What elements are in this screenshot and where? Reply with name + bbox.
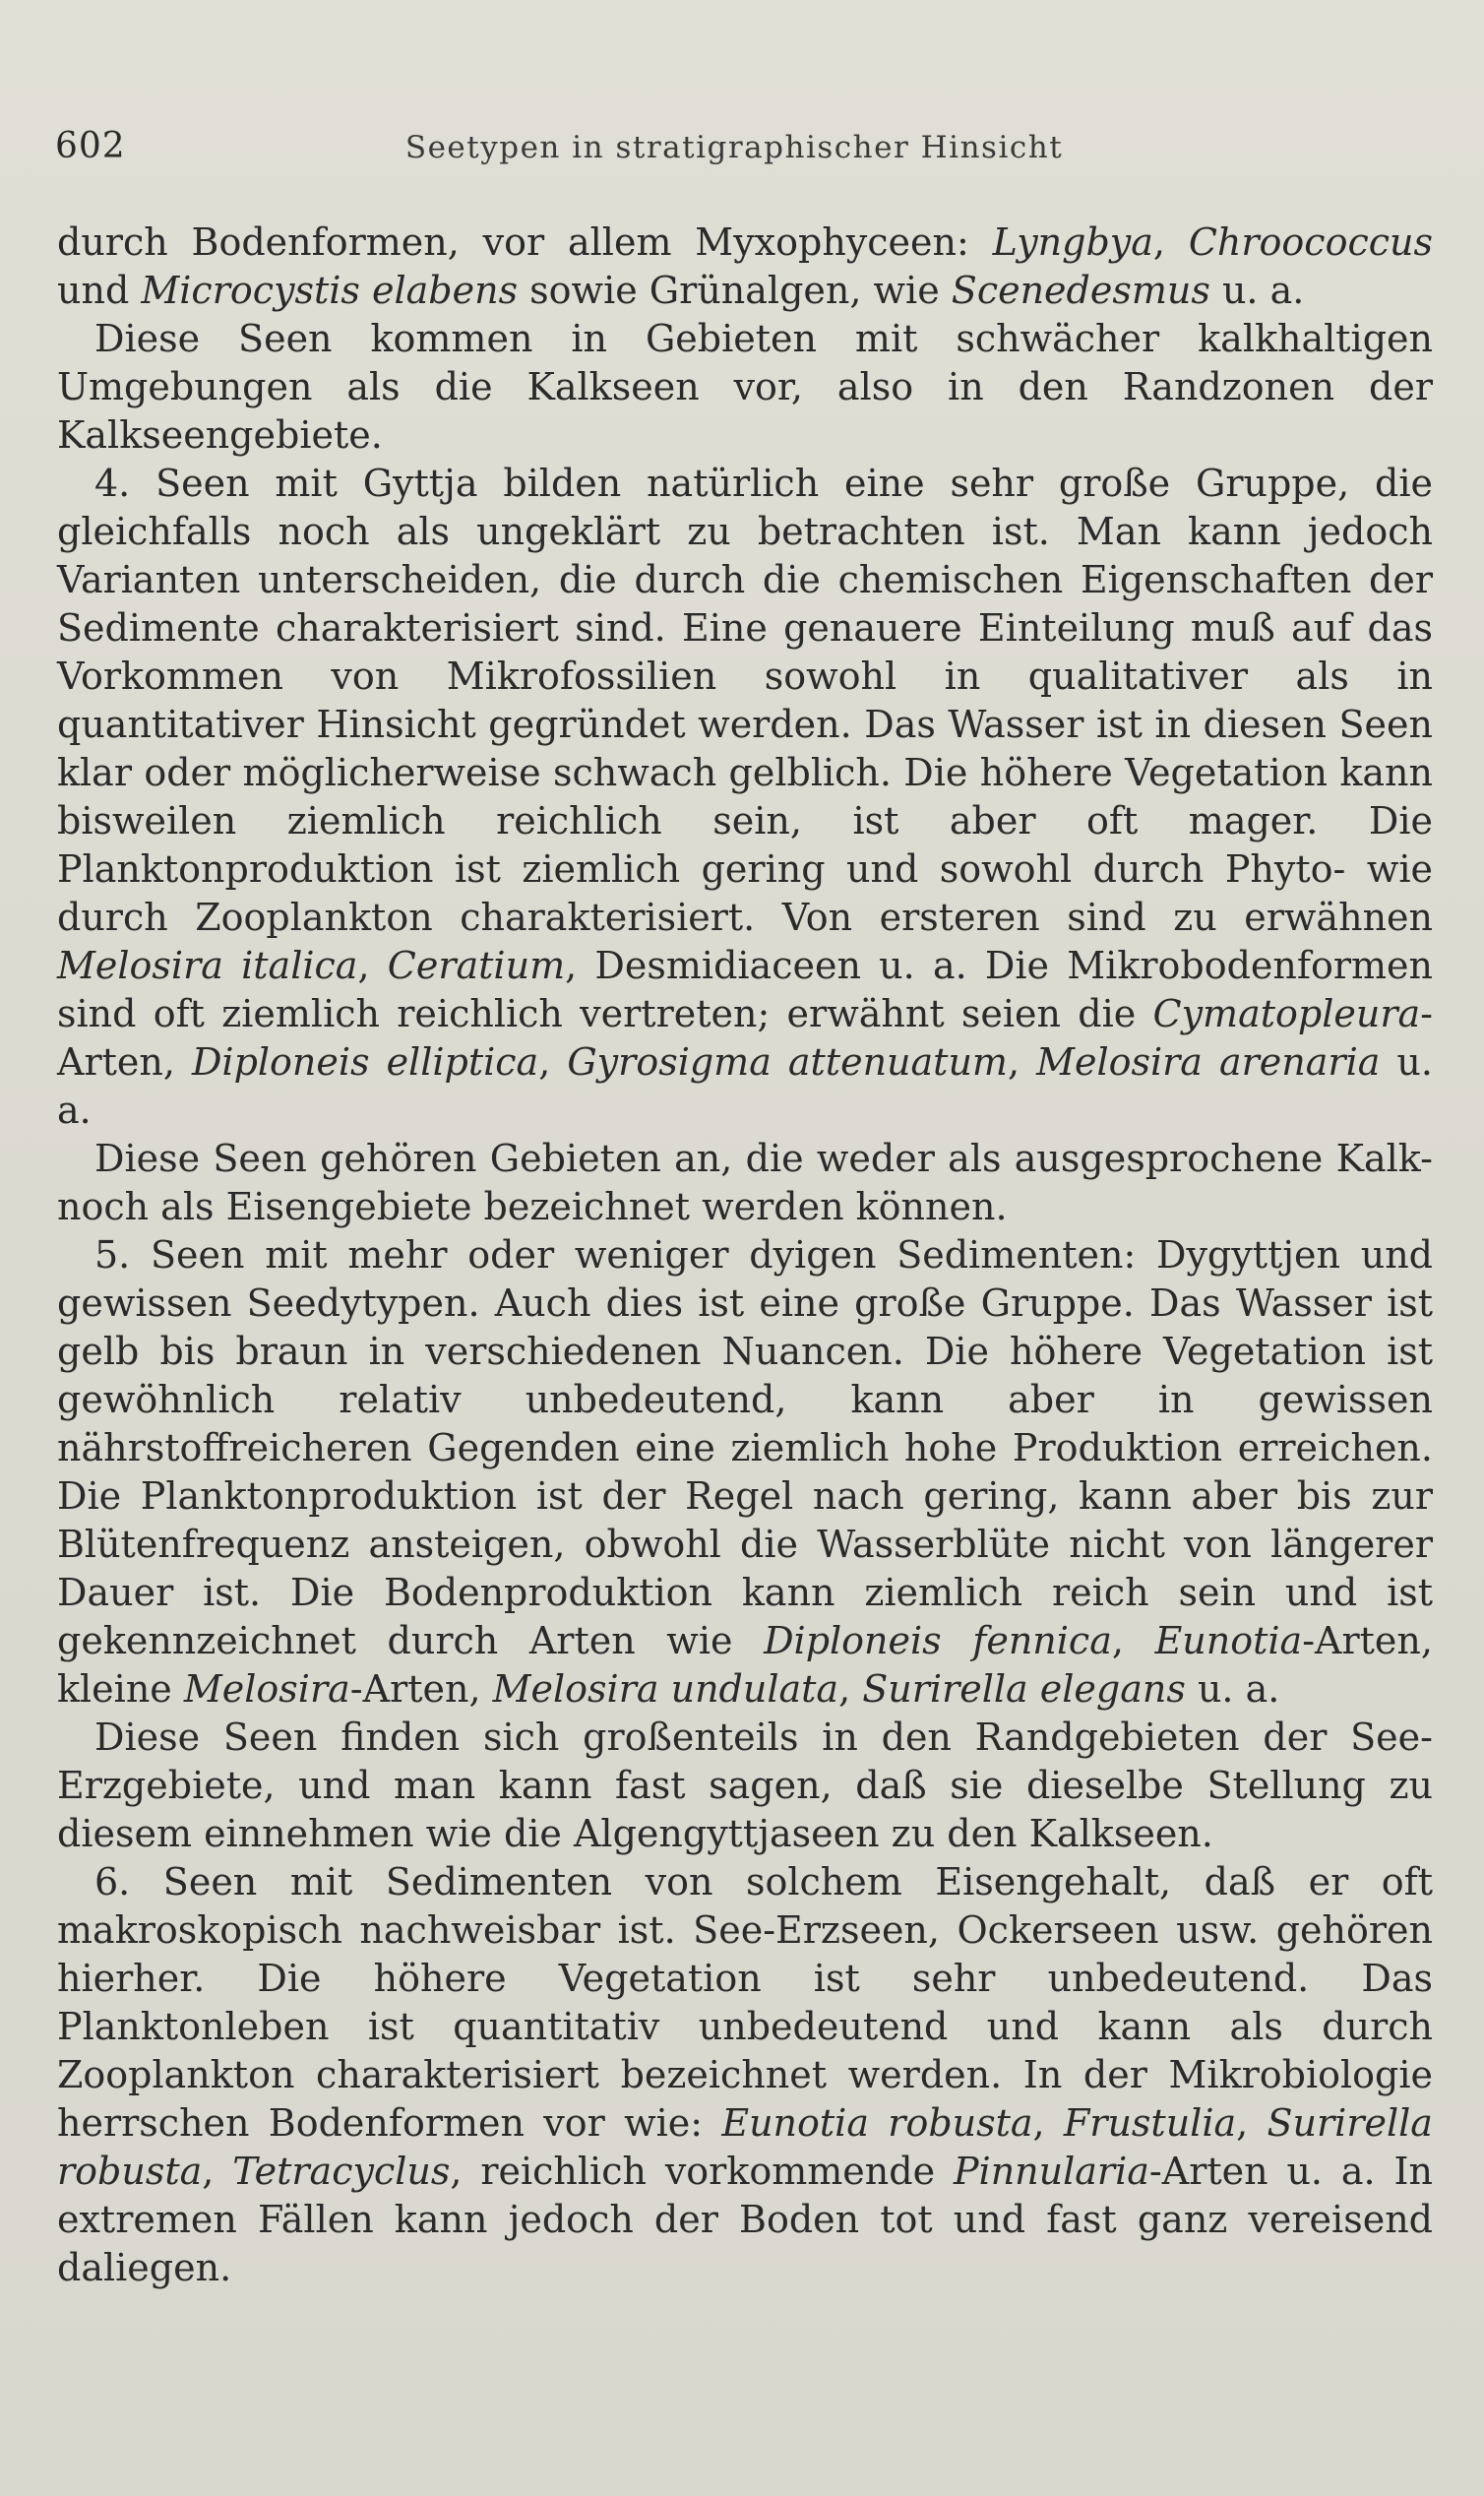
text-run: , Desmidiaceen u. a. Die Mikrobodenformen sind oft ziemlich reichlich vertreten; erwähnt seien die <box>57 944 1433 1035</box>
text-run: , <box>1111 1619 1155 1662</box>
species-name: Melosira arenaria <box>1036 1040 1381 1084</box>
text-run: u. a. <box>1209 269 1305 312</box>
paragraph <box>57 218 1433 315</box>
text-run: , <box>1152 220 1189 264</box>
species-name: Lyngbya <box>992 220 1153 264</box>
text-run: -Arten, <box>57 992 1433 1084</box>
text-run: sowie Grünalgen, wie <box>518 269 952 312</box>
text-run: , <box>357 944 388 987</box>
text-run: und <box>57 269 142 312</box>
text-run: , reichlich vorkommende <box>450 2150 954 2193</box>
species-name: Cymatopleura <box>1152 992 1421 1035</box>
text-run: Diese Seen gehören Gebieten an, die weder als ausgesprochene Kalk- noch als Eisengebiete bezeichnet werden können. <box>57 1137 1433 1228</box>
paragraph <box>57 1858 1433 2292</box>
paragraph <box>57 315 1433 460</box>
species-name: Melosira undulata <box>492 1667 839 1711</box>
text-run: , <box>1007 1040 1037 1084</box>
text-run: u. a. <box>1185 1667 1280 1711</box>
text-run: -Arten u. a. In extremen Fällen kann jedoch der Boden tot und fast ganz vereisend daliegen. <box>57 2150 1433 2289</box>
species-name: Pinnularia <box>953 2150 1149 2193</box>
species-name: Melosira italica <box>57 944 358 987</box>
species-name: Eunotia robusta <box>721 2101 1033 2145</box>
text-run: -Arten, kleine <box>57 1619 1433 1711</box>
species-name: Chroococcus <box>1188 220 1433 264</box>
text-run: durch Bodenformen, vor allem Myxophyceen: <box>57 220 993 264</box>
species-name: Microcystis elabens <box>141 269 519 312</box>
species-name: Scenedesmus <box>951 269 1210 312</box>
page-number: 602 <box>55 126 126 166</box>
text-run: , <box>838 1667 863 1711</box>
running-title: Seetypen in stratigraphischer Hinsicht <box>404 130 1064 165</box>
text-run: Diese Seen finden sich großenteils in den Randgebieten der See-Erzgebiete, und man kann fast sagen, daß sie dieselbe Stellung zu diesem einnehmen wie die Algengyttjaseen zu den Kalkseen. <box>57 1716 1433 1855</box>
paragraph <box>57 1714 1433 1858</box>
text-run: , <box>538 1040 568 1084</box>
species-name: Ceratium <box>387 944 566 987</box>
species-name: Eunotia <box>1154 1619 1303 1662</box>
species-name: Diploneis elliptica <box>191 1040 539 1084</box>
text-run: 5. Seen mit mehr oder weniger dyigen Sedimenten: Dygyttjen und gewissen Seedytypen. Auch dies ist eine große Gruppe. Das Wasser ist gelb bis braun in verschiedenen Nuancen. Die höhere Vegetation ist gewöhnlich relativ unbedeutend, kann aber in gewissen nährstoffreicheren Gegenden eine ziemlich hohe Produktion erreichen. Die Planktonproduktion ist der Regel nach gering, kann aber bis zur Blütenfrequenz ansteigen, obwohl die Wasserblüte nicht von längerer Dauer ist. Die Bodenproduktion kann ziemlich reich sein und ist gekennzeichnet durch Arten wie <box>57 1233 1433 1662</box>
text-run: -Arten, <box>349 1667 493 1711</box>
paragraph <box>57 460 1433 1135</box>
text-run: 4. Seen mit Gyttja bilden natürlich eine sehr große Gruppe, die gleichfalls noch als ungeklärt zu betrachten ist. Man kann jedoch Varianten unterscheiden, die durch die chemischen Eigenschaften der Sedimente charakterisiert sind. Eine genauere Einteilung muß auf das Vorkommen von Mikrofossilien sowohl in qualitativer als in quantitativer Hinsicht gegründet werden. Das Wasser ist in diesen Seen klar oder möglicherweise schwach gelblich. Die höhere Vegetation kann bisweilen ziemlich reichlich sein, ist aber oft mager. Die Planktonproduktion ist ziemlich gering und sowohl durch Phyto- wie durch Zooplankton charakterisiert. Von ersteren sind zu erwähnen <box>57 462 1433 939</box>
paragraph <box>57 1231 1433 1714</box>
text-run: , <box>202 2150 233 2193</box>
species-name: Diploneis fennica <box>764 1619 1112 1662</box>
text-run: 6. Seen mit Sedimenten von solchem Eisengehalt, daß er oft makroskopisch nachweisbar ist. See-Erzseen, Ockerseen usw. gehören hierher. Die höhere Vegetation ist sehr unbedeutend. Das Planktonleben ist quantitativ unbedeutend und kann als durch Zooplankton charakterisiert bezeichnet werden. In der Mikrobiologie herrschen Bodenformen vor wie: <box>57 1860 1433 2145</box>
species-name: Surirella elegans <box>862 1667 1186 1711</box>
body-text <box>57 218 1433 2292</box>
species-name: Surirella robusta <box>57 2101 1433 2193</box>
species-name: Tetracyclus <box>232 2150 451 2193</box>
page-header <box>55 126 1413 175</box>
text-run: Diese Seen kommen in Gebieten mit schwächer kalkhaltigen Umgebungen als die Kalkseen vor, also in den Randzonen der Kalkseengebiete. <box>57 317 1433 457</box>
species-name: Frustulia <box>1063 2101 1237 2145</box>
text-run: u. a. <box>57 1040 1433 1132</box>
text-run: , <box>1032 2101 1064 2145</box>
text-run: , <box>1236 2101 1268 2145</box>
species-name: Melosira <box>183 1667 350 1711</box>
species-name: Gyrosigma attenuatum <box>567 1040 1008 1084</box>
paragraph <box>57 1135 1433 1231</box>
